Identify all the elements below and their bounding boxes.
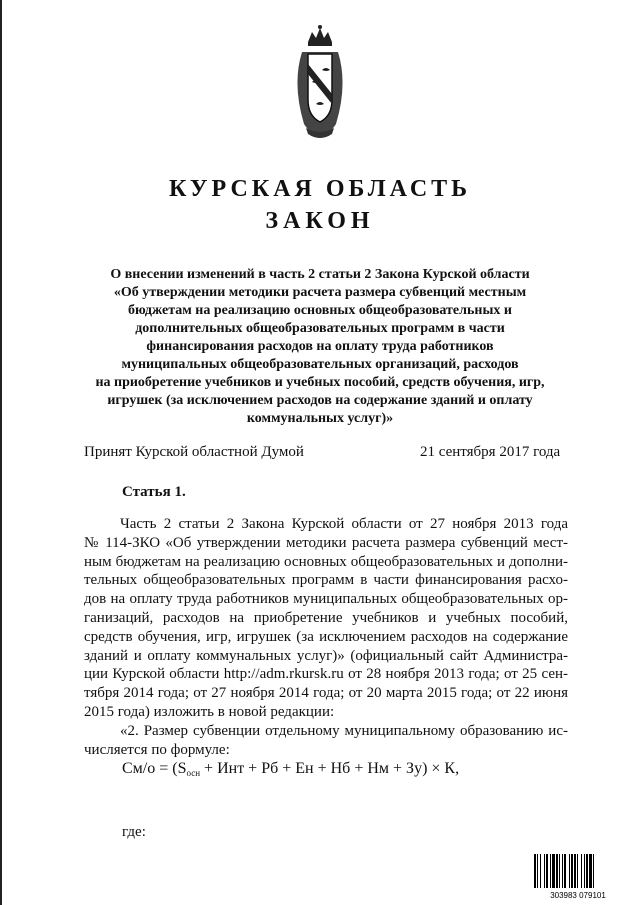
body-line: тября 2014 года; от 27 ноября 2014 года; от 20 марта 2015 года; от 22 июня [84,685,568,702]
barcode-number: 303983 079101 [550,891,606,900]
heading-line: коммунальных услуг)» [246,411,394,426]
formula-suffix: + Инт + Рб + Ен + Нб + Нм + Зу) × К, [200,760,460,777]
adopted-by: Принят Курской областной Думой [84,444,304,460]
where-label: где: [122,824,146,840]
heading-line: финансирования расходов на оплату труда работников [146,339,494,354]
body-line: ганизаций, расходов на приобретение учебников и учебных пособий, [84,609,568,626]
formula-subscript: осн [186,768,201,778]
body-line: числяется по формуле: [84,741,230,758]
heading-line: на приобретение учебников и учебных пособий, средств обучения, игр, [95,375,545,390]
body-line: 2015 года) изложить в новой редакции: [84,703,335,720]
body-line: «2. Размер субвенции отдельному муниципальному образованию ис- [120,722,568,739]
article-body [84,515,568,759]
heading-line: бюджетам на реализацию основных общеобразовательных и [128,303,512,318]
heading-line: О внесении изменений в часть 2 статьи 2 Закона Курской области [110,267,530,282]
region-title: КУРСКАЯ ОБЛАСТЬ [168,176,472,202]
body-line: тельных общеобразовательных программ в части финансирования расхо- [84,572,568,589]
body-line: Часть 2 статьи 2 Закона Курской области от 27 ноября 2013 года [120,516,568,532]
formula-prefix: См/о = (S [122,760,187,777]
body-line: ным бюджетам на реализацию основных общеобразовательных и дополни- [84,553,568,570]
body-line: дов на оплату труда работников муниципальных общеобразовательных ор- [84,591,568,608]
article-heading: Статья 1. [122,484,186,500]
heading-line: дополнительных общеобразовательных программ в части [135,321,505,336]
barcode-icon [532,852,624,900]
heading-line: муниципальных общеобразовательных организаций, расходов [121,357,519,372]
body-line: зданий и оплату коммунальных услуг)» (официальный сайт Администра- [84,647,568,664]
scan-edge [0,0,2,905]
adoption-date: 21 сентября 2017 года [420,444,561,460]
body-line: № 114-ЗКО «Об утверждении методики расчета размера субвенций мест- [84,534,568,551]
law-heading [80,266,560,428]
document-type-title: ЗАКОН [265,208,375,234]
coat-of-arms-icon [288,24,352,144]
body-line: ции Курской области http://adm.rkursk.ru от 28 ноября 2013 года; от 25 сен- [84,666,568,683]
subvention-formula [122,760,459,778]
body-line: средств обучения, игр, игрушек (за исключением расходов на содержание [84,628,568,645]
heading-line: игрушек (за исключением расходов на содержание зданий и оплату [107,393,533,408]
heading-line: «Об утверждении методики расчета размера субвенций местным [113,285,527,300]
